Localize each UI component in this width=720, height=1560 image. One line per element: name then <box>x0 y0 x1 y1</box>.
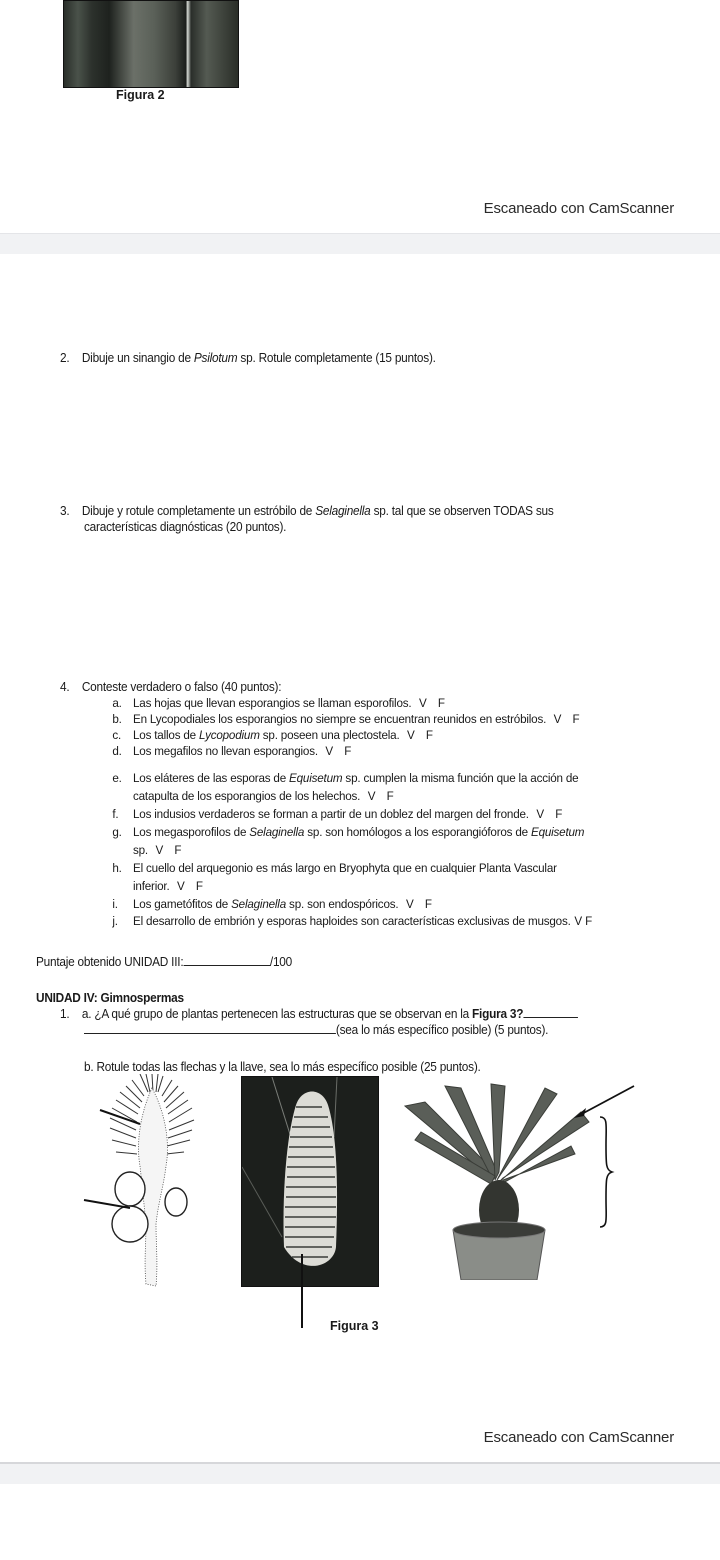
answer-blank[interactable] <box>84 1022 336 1034</box>
true-false-options[interactable]: V F <box>155 843 182 857</box>
tf-item-j: j. El desarrollo de embrión y esporas haploides son características exclusivas de musgos. V F <box>112 914 592 928</box>
question-title: Conteste verdadero o falso (40 puntos): <box>81 680 282 694</box>
answer-blank[interactable] <box>523 1006 578 1018</box>
ovule-upper-left <box>115 1172 145 1206</box>
ovule-right <box>165 1188 187 1216</box>
question-3-line2: características diagnósticas (20 puntos). <box>84 520 287 534</box>
tf-item-i: i. Los gametófitos de Selaginella sp. son endospóricos. V F <box>112 897 432 911</box>
tf-item-a: a. Las hojas que llevan esporangios se llaman esporofilos. V F <box>112 696 445 710</box>
camscanner-footer: Escaneado con CamScanner <box>483 1429 674 1446</box>
brace-bracket <box>598 1115 618 1229</box>
ovule-lower-left <box>112 1206 148 1242</box>
question-number: 3. <box>60 504 70 518</box>
scanned-page-2 <box>0 254 720 1462</box>
figure-3-cone-photo <box>241 1076 379 1287</box>
true-false-options[interactable]: V F <box>367 789 394 803</box>
question-2 <box>60 350 436 366</box>
unit-4-question-1a-line2: (sea lo más específico posible) (5 puntos). <box>84 1022 548 1038</box>
question-text: Dibuje un sinangio de Psilotum sp. Rotule completamente (15 puntos). <box>81 351 436 365</box>
tf-item-f: f. Los indusios verdaderos se forman a partir de un doblez del margen del fronde. V F <box>112 807 563 821</box>
tf-item-b: b. En Lycopodiales los esporangios no siempre se encuentran reunidos en estróbilos. V F <box>112 712 580 726</box>
figure-3-sporophyll-drawing <box>80 1074 230 1299</box>
tf-item-d: d. Los megafilos no llevan esporangios. V F <box>112 744 352 758</box>
tf-item-e: e. Los eláteres de las esporas de Equisetum sp. cumplen la misma función que la acción de <box>112 771 579 785</box>
score-total: /100 <box>269 955 292 969</box>
figure-3-caption: Figura 3 <box>330 1319 379 1333</box>
score-blank[interactable] <box>183 954 269 966</box>
page-separator <box>0 1462 720 1484</box>
true-false-options[interactable]: V F <box>407 728 433 742</box>
tf-item-h-line2: inferior. V F <box>133 879 203 893</box>
figure-2-photo <box>63 0 239 88</box>
figure-2-caption: Figura 2 <box>116 88 165 102</box>
arrow-3 <box>301 1254 303 1328</box>
question-number: 4. <box>60 680 70 694</box>
true-false-options[interactable]: V F <box>177 879 203 893</box>
question-4 <box>60 679 281 695</box>
tf-item-h: h. El cuello del arquegonio es más largo en Bryophyta que en cualquier Planta Vascular <box>112 861 557 875</box>
unit-4-question-1a: 1. a. ¿A qué grupo de plantas pertenecen las estructuras que se observan en la Figura 3? <box>60 1006 578 1022</box>
true-false-options[interactable]: V F <box>418 696 445 710</box>
true-false-options[interactable]: V F <box>405 897 432 911</box>
unit-4-question-1b: b. Rotule todas las flechas y la llave, sea lo más específico posible (25 puntos). <box>84 1060 481 1074</box>
tf-item-e-line2: catapulta de los esporangios de los helechos. V F <box>133 789 394 803</box>
true-false-options[interactable]: V F <box>325 744 352 758</box>
score-label: Puntaje obtenido UNIDAD III: <box>36 955 184 969</box>
true-false-options[interactable]: V F <box>553 712 580 726</box>
tf-item-g-line2: sp. V F <box>133 843 182 857</box>
unit-4-title: UNIDAD IV: Gimnospermas <box>36 991 184 1005</box>
figure-3-cycad-plant <box>395 1080 595 1280</box>
scanned-page-1 <box>0 0 720 233</box>
question-3 <box>60 503 554 519</box>
tf-item-g: g. Los megasporofilos de Selaginella sp. son homólogos a los esporangióforos de Equisetum <box>112 825 585 839</box>
true-false-options[interactable]: V F <box>574 914 592 928</box>
camscanner-footer: Escaneado con CamScanner <box>483 200 674 217</box>
next-page-blank <box>0 1484 720 1560</box>
question-text: Dibuje y rotule completamente un estróbilo de Selaginella sp. tal que se observen TODAS sus <box>81 504 554 518</box>
score-line <box>36 954 292 970</box>
question-number: 2. <box>60 351 70 365</box>
true-false-options[interactable]: V F <box>536 807 563 821</box>
page-separator <box>0 233 720 255</box>
tf-item-c: c. Los tallos de Lycopodium sp. poseen una plectostela. V F <box>112 728 433 742</box>
